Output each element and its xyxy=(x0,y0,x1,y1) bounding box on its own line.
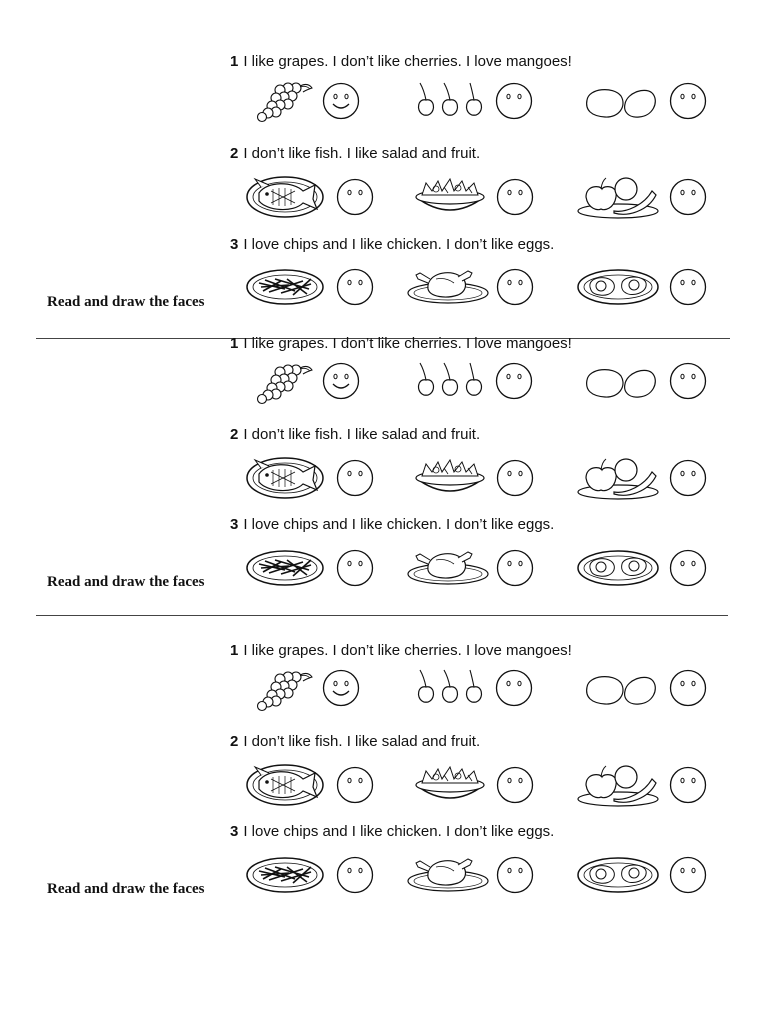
fish-plate-icon xyxy=(245,456,325,500)
blank-face-icon[interactable] xyxy=(668,855,708,895)
sentence-number: 2 xyxy=(230,145,239,162)
chicken-plate-icon xyxy=(406,853,490,893)
blank-face-icon[interactable] xyxy=(335,765,375,805)
blank-face-icon[interactable] xyxy=(494,668,534,708)
sentence-number: 3 xyxy=(230,823,239,840)
salad-bowl-icon xyxy=(410,763,490,807)
cherries-icon xyxy=(414,667,486,707)
blank-face-icon[interactable] xyxy=(495,548,535,588)
sentence-number: 2 xyxy=(230,733,239,750)
worksheet-section xyxy=(0,589,768,897)
sentence-number: 1 xyxy=(230,335,239,352)
worksheet-section xyxy=(0,282,768,590)
fish-plate-icon xyxy=(245,763,325,807)
blank-face-icon[interactable] xyxy=(668,765,708,805)
blank-face-icon[interactable] xyxy=(494,361,534,401)
sentence-number: 1 xyxy=(230,642,239,659)
mangoes-icon xyxy=(583,669,659,709)
blank-face-icon[interactable] xyxy=(494,81,534,121)
sentence-number: 1 xyxy=(230,53,239,70)
sentence-row-3 xyxy=(230,823,554,841)
sentence-text: I don’t like fish. I like salad and fruit. xyxy=(243,145,481,162)
sentence-row-1 xyxy=(230,642,572,660)
blank-face-icon[interactable] xyxy=(668,81,708,121)
happy-face-icon[interactable] xyxy=(321,668,361,708)
sentence-row-2 xyxy=(230,145,480,163)
chips-plate-icon xyxy=(245,548,325,588)
sentence-row-3 xyxy=(230,516,554,534)
fruit-plate-icon xyxy=(576,763,660,807)
sentence-text: I love chips and I like chicken. I don’t like eggs. xyxy=(243,236,555,253)
happy-face-icon[interactable] xyxy=(321,81,361,121)
blank-face-icon[interactable] xyxy=(668,177,708,217)
happy-face-icon[interactable] xyxy=(321,361,361,401)
worksheet-section xyxy=(0,0,768,310)
mangoes-icon xyxy=(583,82,659,122)
fruit-plate-icon xyxy=(576,456,660,500)
grapes-icon xyxy=(248,667,318,712)
blank-face-icon[interactable] xyxy=(668,548,708,588)
salad-bowl-icon xyxy=(410,456,490,500)
salad-bowl-icon xyxy=(410,175,490,219)
instruction-label: Read and draw the faces xyxy=(47,294,205,310)
blank-face-icon[interactable] xyxy=(668,458,708,498)
sentence-row-1 xyxy=(230,335,572,353)
chips-plate-icon xyxy=(245,855,325,895)
cherries-icon xyxy=(414,360,486,400)
instruction-label: Read and draw the faces xyxy=(47,574,205,590)
sentence-text: I don’t like fish. I like salad and fruit. xyxy=(243,733,481,750)
mangoes-icon xyxy=(583,362,659,402)
eggs-plate-icon xyxy=(576,855,660,895)
sentence-row-1 xyxy=(230,53,572,71)
sentence-number: 3 xyxy=(230,236,239,253)
fish-plate-icon xyxy=(245,175,325,219)
sentence-text: I love chips and I like chicken. I don’t like eggs. xyxy=(243,516,555,533)
sentence-number: 2 xyxy=(230,426,239,443)
sentence-row-3 xyxy=(230,236,554,254)
blank-face-icon[interactable] xyxy=(335,855,375,895)
sentence-text: I like grapes. I don’t like cherries. I love mangoes! xyxy=(243,53,572,70)
blank-face-icon[interactable] xyxy=(495,765,535,805)
grapes-icon xyxy=(248,78,318,123)
sentence-text: I don’t like fish. I like salad and fruit. xyxy=(243,426,481,443)
blank-face-icon[interactable] xyxy=(335,458,375,498)
instruction-label: Read and draw the faces xyxy=(47,881,205,897)
blank-face-icon[interactable] xyxy=(668,361,708,401)
blank-face-icon[interactable] xyxy=(335,177,375,217)
sentence-row-2 xyxy=(230,426,480,444)
sentence-text: I like grapes. I don’t like cherries. I love mangoes! xyxy=(243,335,572,352)
fruit-plate-icon xyxy=(576,175,660,219)
sentence-text: I like grapes. I don’t like cherries. I love mangoes! xyxy=(243,642,572,659)
chicken-plate-icon xyxy=(406,546,490,586)
blank-face-icon[interactable] xyxy=(495,177,535,217)
blank-face-icon[interactable] xyxy=(335,548,375,588)
sentence-number: 3 xyxy=(230,516,239,533)
cherries-icon xyxy=(414,80,486,120)
grapes-icon xyxy=(248,360,318,405)
eggs-plate-icon xyxy=(576,548,660,588)
sentence-row-2 xyxy=(230,733,480,751)
blank-face-icon[interactable] xyxy=(668,668,708,708)
blank-face-icon[interactable] xyxy=(495,855,535,895)
sentence-text: I love chips and I like chicken. I don’t like eggs. xyxy=(243,823,555,840)
blank-face-icon[interactable] xyxy=(495,458,535,498)
